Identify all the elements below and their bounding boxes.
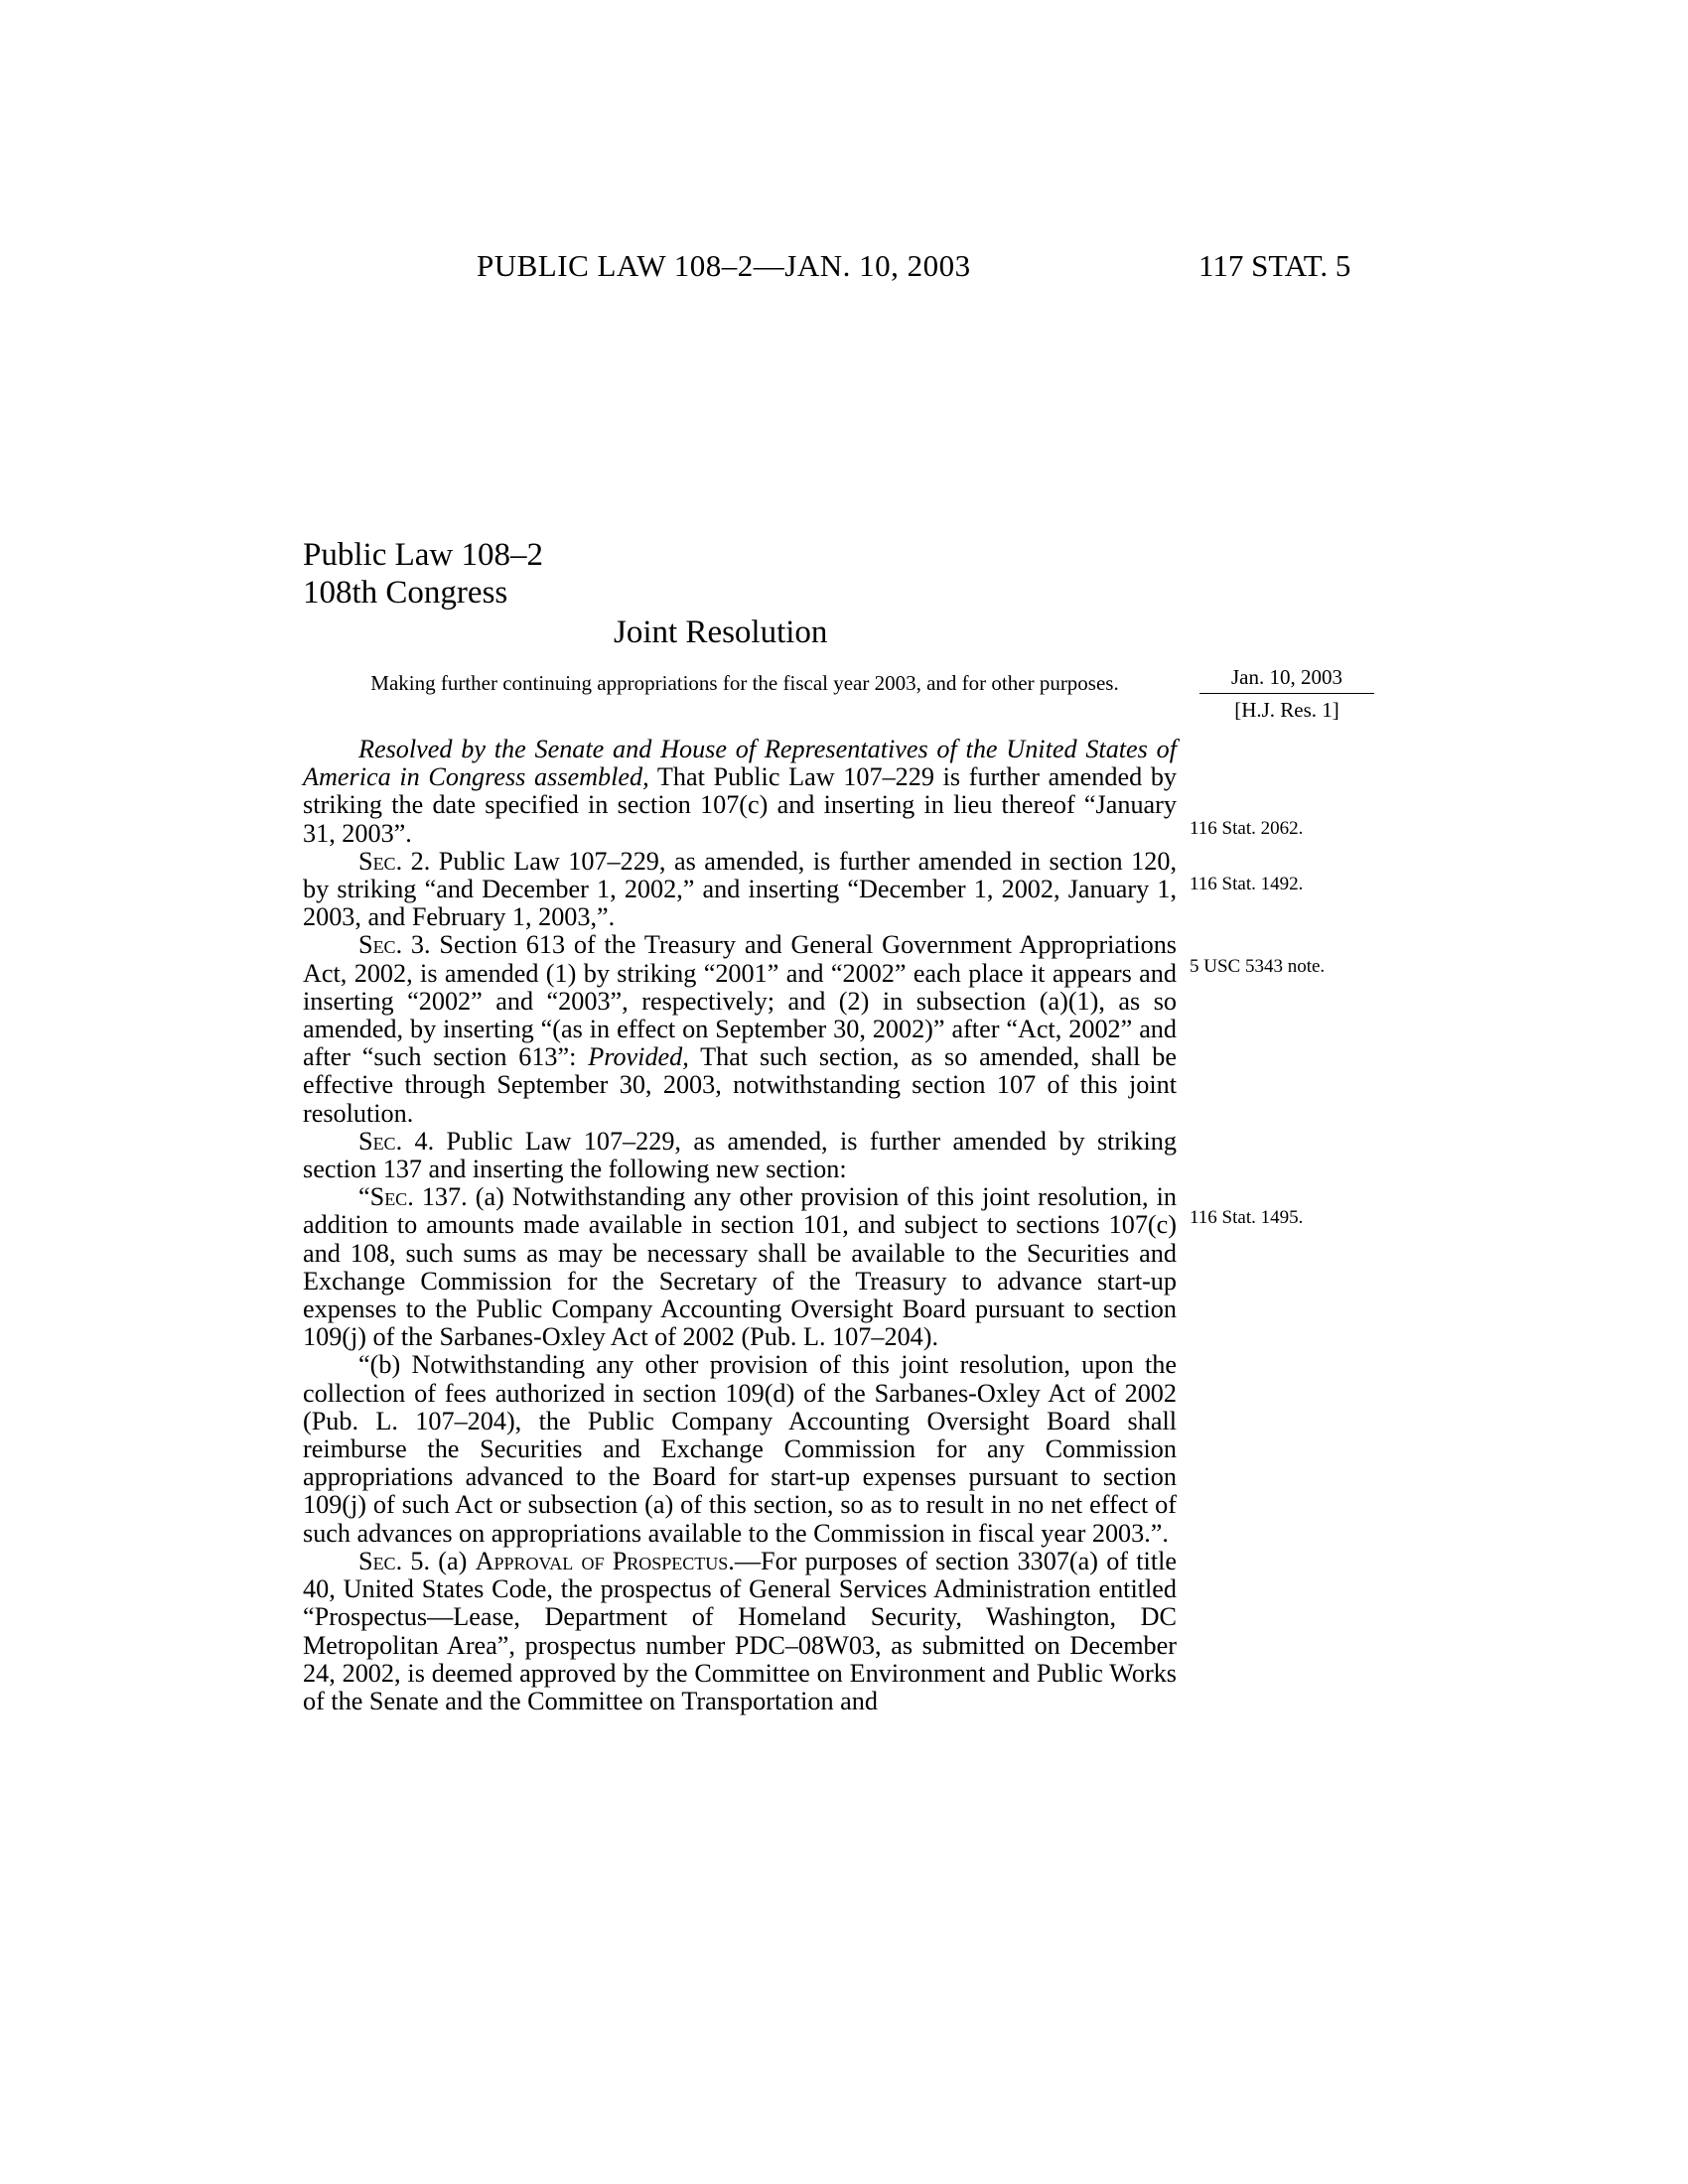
document-type-heading: Joint Resolution [614, 614, 828, 650]
section-3-label: Sec. 3. [358, 930, 431, 960]
section-3-text-b: That such section, as so amended, shall be effective through September 30, 2003, notwithstanding section 107 of this joint resolution. [303, 1042, 1177, 1128]
section-4-paragraph [303, 1128, 1177, 1183]
resolution-body [303, 736, 1177, 1715]
law-title: Public Law 108–2 [303, 537, 543, 573]
section-3-paragraph [303, 931, 1177, 1127]
section-3-text-a: Section 613 of the Treasury and General Government Appropriations Act, 2002, is amended (1) by striking “2001” and “2002” each place it appears and inserting “2002” and “2003”, respectively; and (2) in subsection (a)(1), as so amended, by inserting “(as in effect on September 30, 2002)” after “Act, 2002” and after “such section 613”: [303, 930, 1177, 1072]
section-1-paragraph [303, 736, 1177, 848]
section-5-text: —For purposes of section 3307(a) of title 40, United States Code, the prospectus of General Services Administration entitled “Prospectus—Lease, Department of Homeland Security, Washington, DC Metropolitan Area”, prospectus number PDC–08W03, as submitted on December 24, 2002, is deemed approved by the Committee on Environment and Public Works of the Senate and the Committee on Transportation and [303, 1546, 1177, 1715]
statute-page-number: 117 STAT. 5 [1198, 248, 1351, 283]
margin-date: Jan. 10, 2003 [1199, 665, 1374, 694]
section-5-label: Sec. 5. [358, 1546, 431, 1575]
page-header [0, 248, 1688, 288]
section-137-label: “Sec. 137. [358, 1182, 468, 1212]
section-4-label: Sec. 4. [358, 1126, 435, 1156]
section-137-a-text: (a) Notwithstanding any other provision of this joint resolution, in addition to amounts made available in section 101, and subject to sections 107(c) and 108, such sums as may be necessary shall be available to the Securities and Exchange Commission for the Secretary of the Treasury to advance start-up expenses to the Public Company Accounting Oversight Board pursuant to section 109(j) of the Sarbanes-Oxley Act of 2002 (Pub. L. 107–204). [303, 1182, 1177, 1352]
section-137-b-paragraph: “(b) Notwithstanding any other provision of this joint resolution, upon the collection of fees authorized in section 109(d) of the Sarbanes-Oxley Act of 2002 (Pub. L. 107–204), the Public Company Accounting Oversight Board shall reimburse the Securities and Exchange Commission for any Commission appropriations advanced to the Board for start-up expenses pursuant to section 109(j) of such Act or subsection (a) of this section, so as to result in no net effect of such advances on appropriations available to the Commission in fiscal year 2003.”. [303, 1350, 1177, 1548]
section-137-a-paragraph [303, 1183, 1177, 1351]
section-5-sub-a: (a) [430, 1546, 468, 1575]
enacting-clause: Resolved by the Senate and House of Representatives of the United States of America in Congress assembled, [303, 735, 1177, 792]
section-5-heading: Approval of Prospectus. [475, 1546, 735, 1575]
margin-note-stat-1492: 116 Stat. 1492. [1190, 874, 1304, 894]
section-4-text: Public Law 107–229, as amended, is further amended by striking section 137 and inserting the following new section: [303, 1126, 1177, 1184]
section-2-paragraph [303, 848, 1177, 932]
margin-note-usc: 5 USC 5343 note. [1190, 956, 1326, 977]
section-2-label: Sec. 2. [358, 846, 431, 876]
purpose-statement: Making further continuing appropriations for the fiscal year 2003, and for other purposes. [370, 671, 1119, 695]
running-head-title: PUBLIC LAW 108–2—JAN. 10, 2003 [477, 248, 971, 283]
margin-note-stat-1495: 116 Stat. 1495. [1190, 1207, 1304, 1228]
margin-note-stat-2062: 116 Stat. 2062. [1190, 818, 1304, 839]
section-2-text: Public Law 107–229, as amended, is further amended in section 120, by striking “and December 1, 2002,” and inserting “December 1, 2002, January 1, 2003, and February 1, 2003,”. [303, 846, 1177, 932]
proviso-word: Provided, [588, 1042, 689, 1072]
section-1-text: That Public Law 107–229 is further amended by striking the date specified in section 107(c) and inserting in lieu thereof “January 31, 2003”. [303, 762, 1178, 848]
congress-number: 108th Congress [303, 575, 508, 611]
section-5-paragraph [303, 1548, 1177, 1715]
margin-resolution-number: [H.J. Res. 1] [1234, 698, 1339, 722]
